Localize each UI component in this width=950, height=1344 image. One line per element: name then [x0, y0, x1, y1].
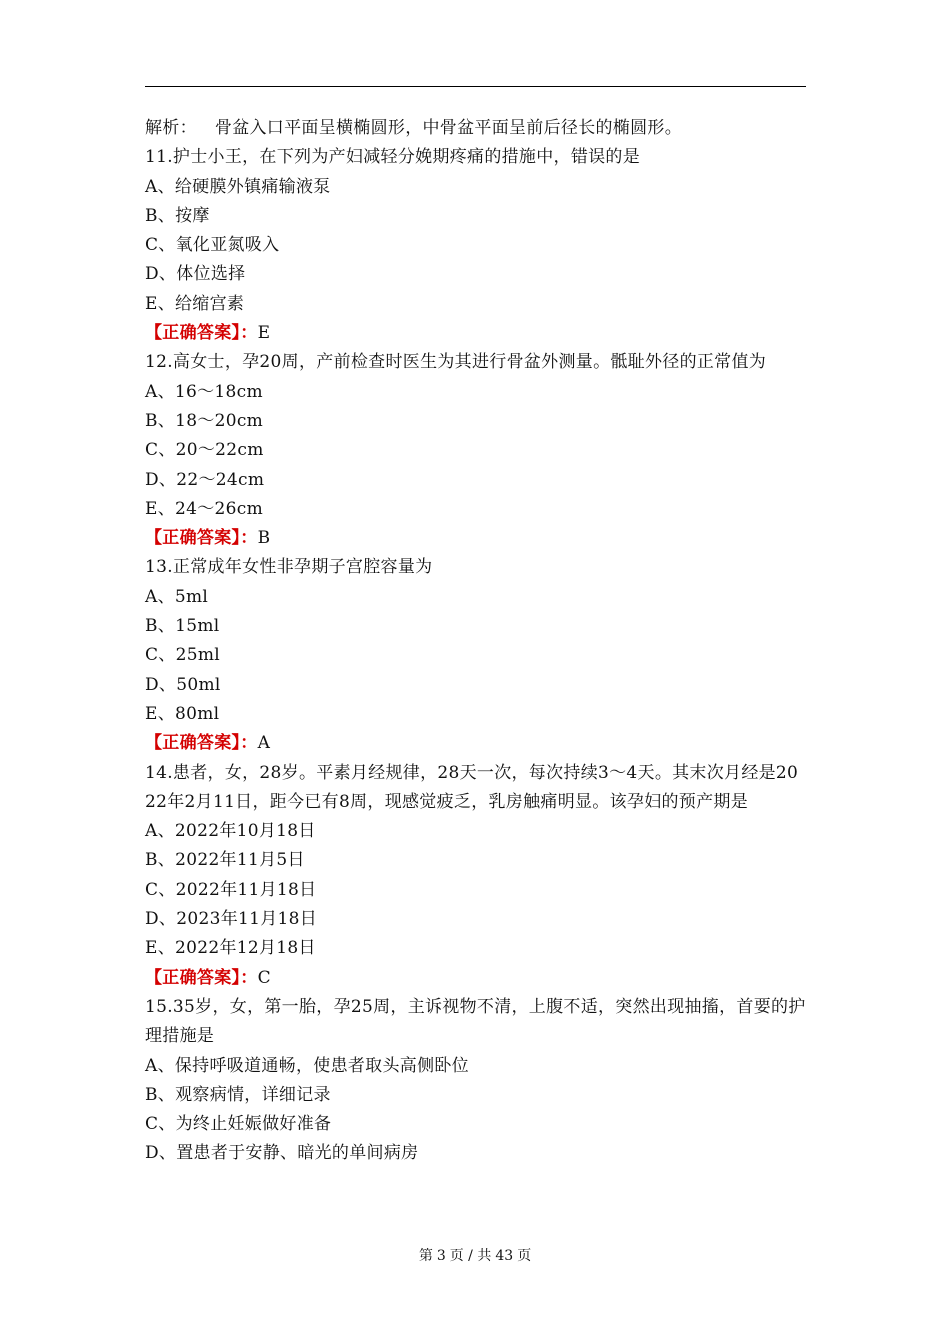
answer-label: 【正确答案】： [145, 323, 258, 344]
option: A、16～18cm [145, 381, 263, 402]
answer-value: E [257, 323, 271, 344]
option: A、保持呼吸道通畅，使患者取头高侧卧位 [145, 1055, 469, 1076]
option: B、18～20cm [145, 410, 264, 431]
option: C、2022年11月18日 [145, 879, 317, 900]
option: D、置患者于安静、暗光的单间病房 [145, 1143, 419, 1164]
question-stem: 12.高女士，孕20周，产前检查时医生为其进行骨盆外测量。骶耻外径的正常值为 [145, 352, 767, 373]
answer-value: B [257, 528, 271, 549]
page-content [145, 114, 809, 1169]
answer-line [145, 964, 809, 993]
option: A、5ml [145, 586, 209, 607]
answer-line [145, 524, 809, 553]
option: E、80ml [145, 703, 220, 724]
question-stem: 15.35岁，女，第一胎，孕25周，主诉视物不清，上腹不适，突然出现抽搐，首要的护理措施是 [145, 996, 806, 1047]
question-stem: 11.护士小王，在下列为产妇减轻分娩期疼痛的措施中，错误的是 [145, 147, 641, 168]
footer-page-number: 3 [436, 1248, 446, 1264]
header-rule [145, 86, 806, 87]
option: B、观察病情，详细记录 [145, 1084, 331, 1105]
option: D、体位选择 [145, 264, 246, 285]
option: B、15ml [145, 616, 220, 637]
option: C、为终止妊娠做好准备 [145, 1114, 332, 1135]
footer-suffix: 页 [517, 1248, 532, 1264]
option: C、氧化亚氮吸入 [145, 235, 280, 256]
answer-value: A [257, 733, 271, 754]
question-stem: 14.患者，女，28岁。平素月经规律，28天一次，每次持续3～4天。其末次月经是2022年2月11日，距今已有8周，现感觉疲乏，乳房触痛明显。该孕妇的预产期是 [145, 762, 799, 812]
page-footer [0, 1245, 950, 1265]
answer-value: C [257, 967, 271, 988]
option: B、2022年11月5日 [145, 850, 305, 871]
option: D、2023年11月18日 [145, 909, 318, 930]
footer-total-pages: 43 [495, 1248, 514, 1264]
answer-label: 【正确答案】： [145, 733, 258, 754]
option: A、2022年10月18日 [145, 821, 316, 842]
analysis-line [145, 114, 809, 143]
option: B、按摩 [145, 205, 210, 226]
answer-line [145, 319, 809, 348]
option: E、24～26cm [145, 498, 264, 519]
footer-prefix: 第 [418, 1248, 433, 1264]
answer-label: 【正确答案】： [145, 967, 258, 988]
option: D、22～24cm [145, 469, 265, 490]
option: E、2022年12月18日 [145, 938, 316, 959]
option: C、20～22cm [145, 440, 264, 461]
answer-label: 【正确答案】： [145, 528, 258, 549]
option: D、50ml [145, 674, 221, 695]
option: C、25ml [145, 645, 220, 666]
analysis-text: 骨盆入口平面呈横椭圆形，中骨盆平面呈前后径长的椭圆形。 [214, 118, 683, 138]
option: A、给硬膜外镇痛输液泵 [145, 176, 331, 197]
footer-middle: 页 / 共 [449, 1248, 492, 1264]
analysis-label: 解析： [145, 118, 197, 138]
option: E、给缩宫素 [145, 293, 245, 314]
answer-line [145, 729, 809, 758]
question-stem: 13.正常成年女性非孕期子宫腔容量为 [145, 557, 433, 578]
